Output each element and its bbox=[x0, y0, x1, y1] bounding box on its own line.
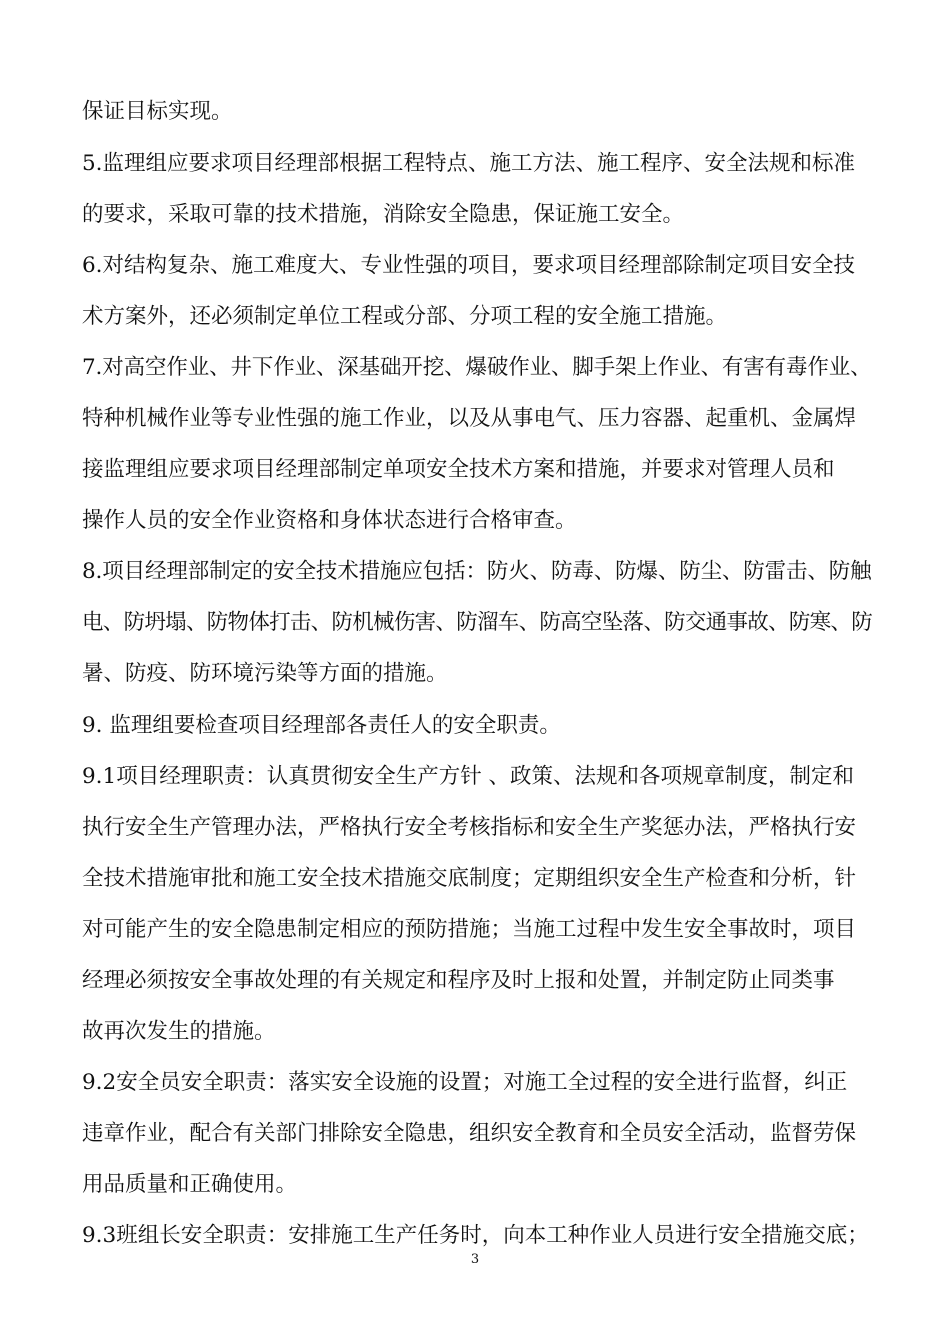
text-line: 操作人员的安全作业资格和身体状态进行合格审查。 bbox=[82, 508, 577, 533]
page-number: 3 bbox=[470, 1252, 480, 1267]
text-line: 故再次发生的措施。 bbox=[82, 1019, 276, 1044]
text-line: 经理必须按安全事故处理的有关规定和程序及时上报和处置，并制定防止同类事 bbox=[82, 968, 835, 993]
text-line: 8.项目经理部制定的安全技术措施应包括：防火、防毒、防爆、防尘、防雷击、防触 bbox=[82, 559, 872, 584]
text-line: 全技术措施审批和施工安全技术措施交底制度；定期组织安全生产检查和分析，针 bbox=[82, 866, 857, 891]
text-line: 6.对结构复杂、施工难度大、专业性强的项目，要求项目经理部除制定项目安全技 bbox=[82, 253, 856, 278]
text-line: 5.监理组应要求项目经理部根据工程特点、施工方法、施工程序、安全法规和标准 bbox=[82, 151, 856, 176]
text-line: 保证目标实现。 bbox=[82, 99, 233, 124]
text-line: 暑、防疫、防环境污染等方面的措施。 bbox=[82, 661, 448, 686]
text-line: 违章作业，配合有关部门排除安全隐患，组织安全教育和全员安全活动，监督劳保 bbox=[82, 1121, 857, 1146]
text-line: 9. 监理组要检查项目经理部各责任人的安全职责。 bbox=[82, 713, 561, 738]
text-line: 9.3班组长安全职责：安排施工生产任务时，向本工种作业人员进行安全措施交底； bbox=[82, 1223, 869, 1248]
text-line: 用品质量和正确使用。 bbox=[82, 1172, 298, 1197]
text-line: 对可能产生的安全隐患制定相应的预防措施；当施工过程中发生安全事故时，项目 bbox=[82, 917, 857, 942]
text-line: 电、防坍塌、防物体打击、防机械伤害、防溜车、防高空坠落、防交通事故、防寒、防 bbox=[82, 610, 872, 635]
text-line: 7.对高空作业、井下作业、深基础开挖、爆破作业、脚手架上作业、有害有毒作业、 bbox=[82, 355, 872, 380]
text-line: 接监理组应要求项目经理部制定单项安全技术方案和措施，并要求对管理人员和 bbox=[82, 457, 835, 482]
text-line: 9.2安全员安全职责：落实安全设施的设置；对施工全过程的安全进行监督，纠正 bbox=[82, 1070, 848, 1095]
text-line: 执行安全生产管理办法，严格执行安全考核指标和安全生产奖惩办法，严格执行安 bbox=[82, 815, 857, 840]
text-line: 术方案外，还必须制定单位工程或分部、分项工程的安全施工措施。 bbox=[82, 304, 728, 329]
text-line: 的要求，采取可靠的技术措施，消除安全隐患，保证施工安全。 bbox=[82, 202, 685, 227]
text-line: 特种机械作业等专业性强的施工作业，以及从事电气、压力容器、起重机、金属焊 bbox=[82, 406, 857, 431]
text-line: 9.1项目经理职责：认真贯彻安全生产方针 、政策、法规和各项规章制度，制定和 bbox=[82, 764, 855, 789]
